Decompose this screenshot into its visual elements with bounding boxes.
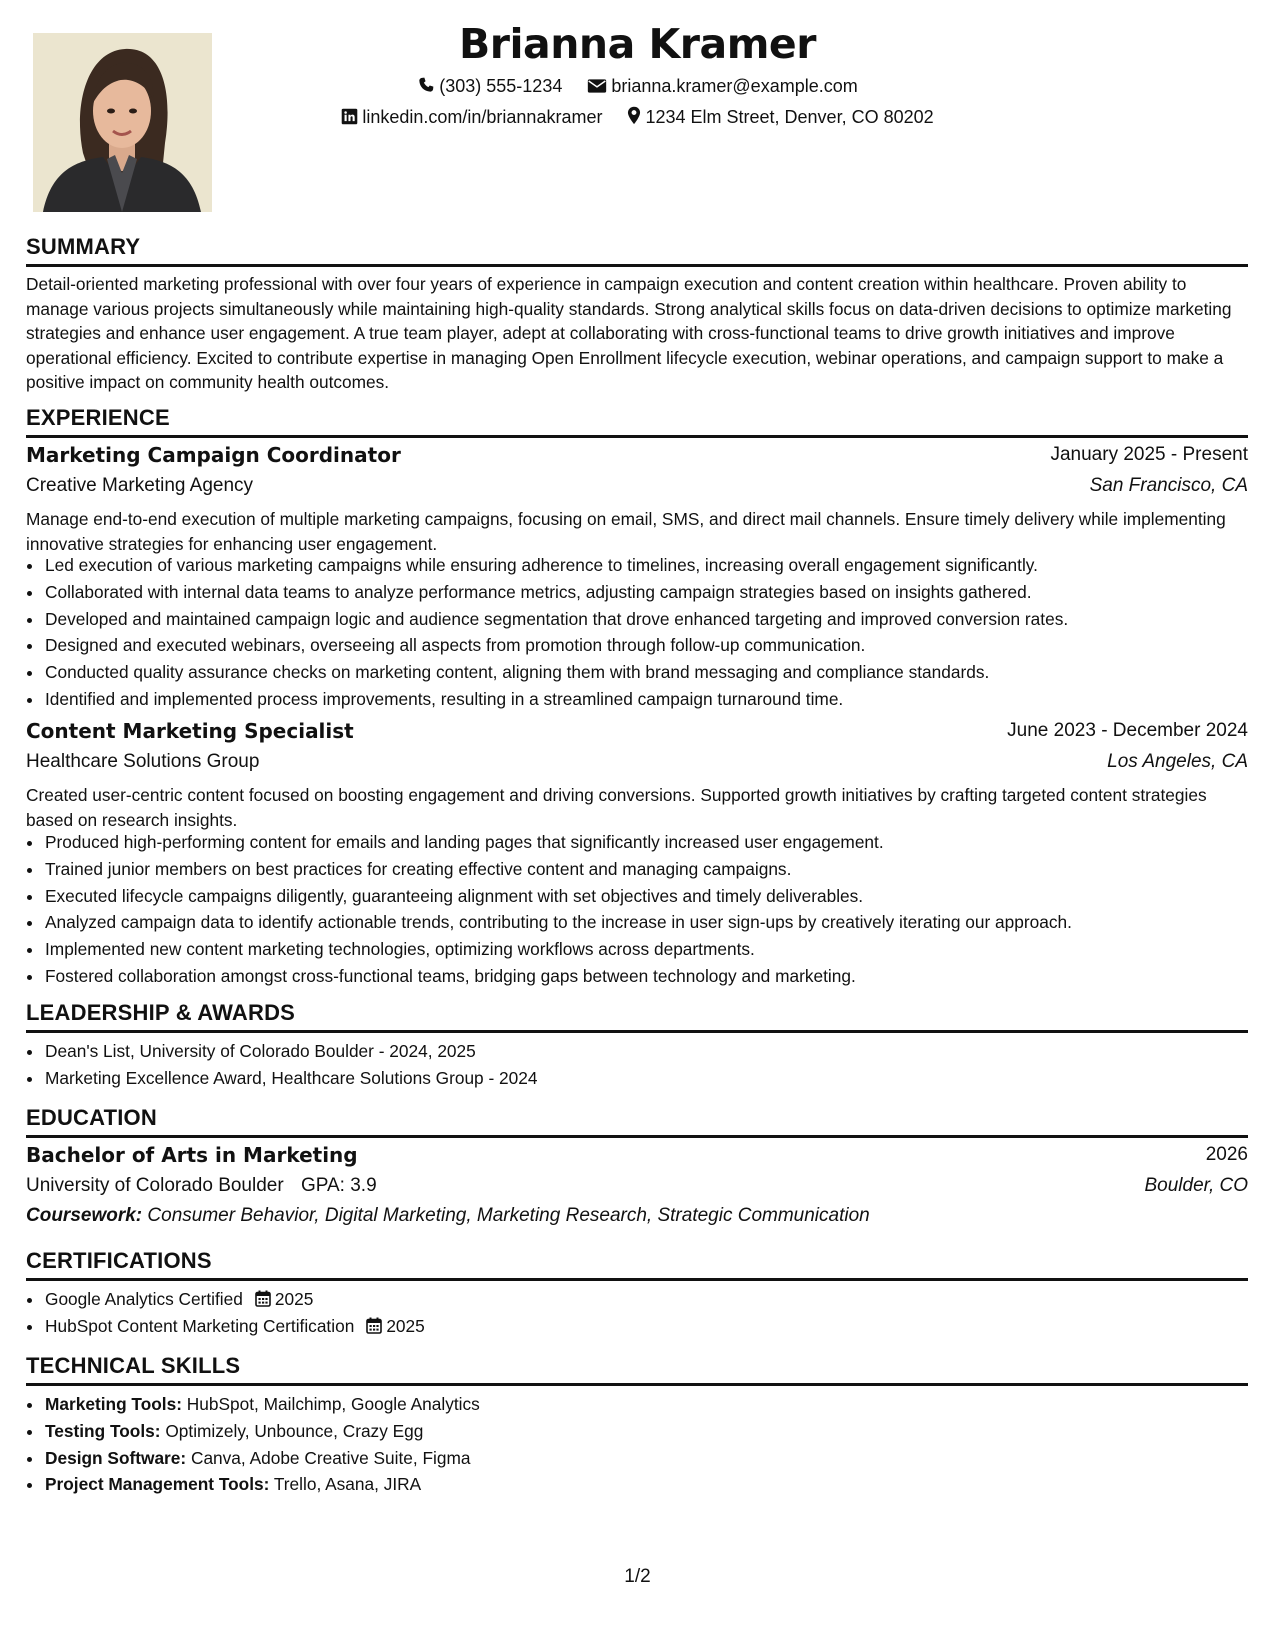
contact-address xyxy=(627,106,933,128)
graduation-year: 2026 xyxy=(1205,1144,1248,1165)
page-number: 1/2 xyxy=(624,1566,651,1587)
job-location: San Francisco, CA xyxy=(1089,475,1248,496)
cert-year: 2025 xyxy=(386,1315,425,1336)
certifications-list xyxy=(26,1286,1266,1340)
candidate-name: Brianna Kramer xyxy=(459,20,816,68)
skill-value: Trello, Asana, JIRA xyxy=(273,1474,422,1495)
degree-title: Bachelor of Arts in Marketing xyxy=(26,1143,358,1167)
contact-address-text: 1234 Elm Street, Denver, CO 80202 xyxy=(645,107,934,127)
skill-label: Design Software: xyxy=(45,1447,187,1468)
list-item: • Dean's List, University of Colorado Boulder - 2024, 2025 xyxy=(44,1038,1266,1065)
job-bullets xyxy=(26,552,1266,713)
list-item xyxy=(44,1313,1266,1340)
contact-row-1 xyxy=(0,76,1275,97)
job-description: Manage end-to-end execution of multiple marketing campaigns, focusing on email, SMS, and direct mail channels. Ensure timely delivery while implementing innovative strategies for enhancing user engagement. xyxy=(26,509,1226,554)
skill-value: Canva, Adobe Creative Suite, Figma xyxy=(190,1447,471,1468)
coursework-text: Consumer Behavior, Digital Marketing, Marketing Research, Strategic Communication xyxy=(147,1205,870,1226)
cert-name: HubSpot Content Marketing Certification xyxy=(45,1315,355,1336)
summary-text: Detail-oriented marketing professional with over four years of experience in campaign execution and content creation within healthcare. Proven ability to manage various projects simultaneously while maintaining high-quality standards. Strong analytical skills focus on data-driven decisions to optimize marketing strategies and enhance user engagement. A true team player, adept at collaborating with cross-functional teams to drive growth initiatives and improve operational efficiency. Excited to contribute expertise in managing Open Enrollment lifecycle execution, webinar operations, and campaign support to make a positive impact on community health outcomes. xyxy=(26,274,1232,392)
coursework-label: Coursework: xyxy=(26,1205,143,1226)
job-company: Healthcare Solutions Group xyxy=(26,751,260,772)
job-title: Marketing Campaign Coordinator xyxy=(26,443,401,467)
school-line xyxy=(26,1175,377,1197)
gpa: GPA: 3.9 xyxy=(300,1175,377,1196)
list-item: • Led execution of various marketing campaigns while ensuring adherence to timelines, increasing overall engagement significantly. xyxy=(44,552,1266,579)
list-item: • Conducted quality assurance checks on marketing content, aligning them with brand messaging and compliance standards. xyxy=(44,659,1266,686)
list-item: • Executed lifecycle campaigns diligently, guaranteeing alignment with set objectives and timely deliverables. xyxy=(44,883,1266,910)
skills-list xyxy=(26,1391,1266,1498)
list-item xyxy=(44,1445,1266,1472)
contact-linkedin-text: linkedin.com/in/briannakramer xyxy=(362,107,603,127)
contact-linkedin[interactable] xyxy=(341,107,602,128)
job-dates: January 2025 - Present xyxy=(1050,444,1248,465)
list-item: • Trained junior members on best practices for creating effective content and managing campaigns. xyxy=(44,856,1266,883)
cert-year: 2025 xyxy=(274,1289,314,1309)
calendar-icon xyxy=(255,1290,271,1307)
list-item xyxy=(44,1391,1266,1418)
list-item: • Developed and maintained campaign logic and audience segmentation that drove enhanced targeting and improved conversion rates. xyxy=(44,606,1266,633)
job-company: Creative Marketing Agency xyxy=(26,475,254,496)
skill-value: Optimizely, Unbounce, Crazy Egg xyxy=(165,1420,424,1441)
contact-row-2 xyxy=(0,106,1275,128)
calendar-icon xyxy=(366,1317,382,1334)
summary-heading: SUMMARY xyxy=(26,234,1248,267)
contact-phone-text: (303) 555-1234 xyxy=(439,76,563,96)
cert-name: Google Analytics Certified xyxy=(45,1289,243,1309)
skill-value: HubSpot, Mailchimp, Google Analytics xyxy=(186,1394,480,1414)
skill-label: Project Management Tools: xyxy=(45,1474,270,1495)
contact-email-text: brianna.kramer@example.com xyxy=(611,76,858,96)
phone-icon xyxy=(417,76,435,94)
school-location: Boulder, CO xyxy=(1144,1175,1248,1196)
list-item: • Implemented new content marketing technologies, optimizing workflows across departments. xyxy=(44,936,1266,963)
linkedin-icon xyxy=(341,108,358,125)
list-item: • Marketing Excellence Award, Healthcare Solutions Group - 2024 xyxy=(44,1065,1266,1092)
education-heading: EDUCATION xyxy=(26,1105,1248,1138)
list-item xyxy=(44,1418,1266,1445)
job-title: Content Marketing Specialist xyxy=(26,719,354,743)
experience-heading: EXPERIENCE xyxy=(26,405,1248,438)
job-bullets xyxy=(26,829,1266,990)
map-pin-icon xyxy=(627,106,641,125)
job-location: Los Angeles, CA xyxy=(1107,751,1248,772)
list-item: • Identified and implemented process improvements, resulting in a streamlined campaign turnaround time. xyxy=(44,686,1266,713)
list-item xyxy=(44,1471,1266,1498)
skill-label: Marketing Tools: xyxy=(45,1394,182,1414)
job-description: Created user-centric content focused on boosting engagement and driving conversions. Supported growth initiatives by crafting targeted content strategies based on research insights. xyxy=(26,785,1207,830)
skills-heading: TECHNICAL SKILLS xyxy=(26,1353,1248,1386)
contact-phone[interactable] xyxy=(417,76,562,97)
list-item: • Analyzed campaign data to identify actionable trends, contributing to the increase in user sign-ups by creatively iterating our approach. xyxy=(44,909,1266,936)
awards-heading: LEADERSHIP & AWARDS xyxy=(26,1000,1248,1033)
skill-label: Testing Tools: xyxy=(45,1420,161,1441)
list-item: • Produced high-performing content for emails and landing pages that significantly increased user engagement. xyxy=(44,829,1266,856)
list-item: • Designed and executed webinars, overseeing all aspects from promotion through follow-up communication. xyxy=(44,632,1266,659)
list-item xyxy=(44,1286,1266,1313)
contact-email[interactable] xyxy=(587,76,857,97)
job-dates: June 2023 - December 2024 xyxy=(1007,720,1248,741)
list-item: • Fostered collaboration amongst cross-functional teams, bridging gaps between technology and marketing. xyxy=(44,963,1266,990)
certifications-heading: CERTIFICATIONS xyxy=(26,1248,1248,1281)
awards-list xyxy=(26,1038,1266,1092)
envelope-icon xyxy=(587,78,607,94)
school-name: University of Colorado Boulder xyxy=(26,1175,284,1196)
coursework-line xyxy=(26,1205,870,1227)
list-item: • Collaborated with internal data teams to analyze performance metrics, adjusting campaign strategies based on insights gathered. xyxy=(44,579,1266,606)
